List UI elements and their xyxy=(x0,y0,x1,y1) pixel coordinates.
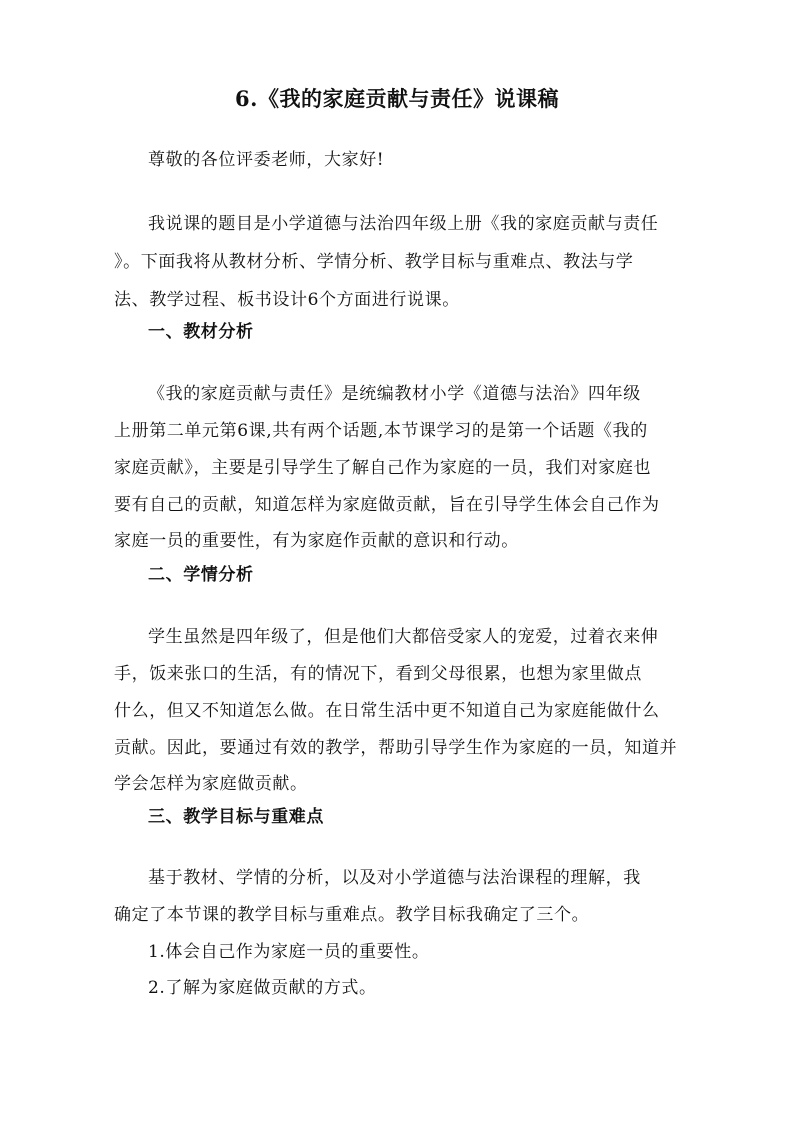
greeting: 尊敬的各位评委老师，大家好! xyxy=(148,150,385,170)
section2-line-4: 贡献。因此，要通过有效的教学，帮助引导学生作为家庭的一员，知道并 xyxy=(114,738,678,758)
section2-line-2: 手，饭来张口的生活，有的情况下，看到父母很累，也想为家里做点 xyxy=(114,664,642,684)
goal-item-2: 2.了解为家庭做贡献的方式。 xyxy=(148,978,377,998)
section-heading-student-analysis: 二、学情分析 xyxy=(148,565,254,585)
section1-line-4: 要有自己的贡献，知道怎样为家庭做贡献，旨在引导学生体会自己作为 xyxy=(114,495,660,515)
section3-line-1: 基于教材、学情的分析，以及对小学道德与法治课程的理解，我 xyxy=(148,868,641,888)
intro-line-1: 我说课的题目是小学道德与法治四年级上册《我的家庭贡献与责任 xyxy=(148,214,659,234)
section2-line-5: 学会怎样为家庭做贡献。 xyxy=(114,774,308,794)
section1-line-3: 家庭贡献》，主要是引导学生了解自己作为家庭的一员，我们对家庭也 xyxy=(114,458,652,478)
section1-line-5: 家庭一员的重要性，有为家庭作贡献的意识和行动。 xyxy=(114,531,519,551)
section3-line-2: 确定了本节课的教学目标与重难点。教学目标我确定了三个。 xyxy=(114,905,590,925)
intro-line-3: 法、教学过程、板书设计6个方面进行说课。 xyxy=(114,290,460,310)
section-heading-textbook-analysis: 一、教材分析 xyxy=(148,322,254,342)
goal-item-1: 1.体会自己作为家庭一员的重要性。 xyxy=(148,942,430,962)
section1-line-1: 《我的家庭贡献与责任》是统编教材小学《道德与法治》四年级 xyxy=(148,384,641,404)
document-title: 6.《我的家庭贡献与责任》说课稿 xyxy=(235,86,559,111)
intro-line-2: 》。下面我将从教材分析、学情分析、教学目标与重难点、教法与学 xyxy=(114,252,634,272)
section2-line-3: 什么，但又不知道怎么做。在日常生活中更不知道自己为家庭能做什么 xyxy=(114,701,660,721)
section-heading-teaching-goals: 三、教学目标与重难点 xyxy=(148,807,324,827)
section1-line-2: 上册第二单元第6课,共有两个话题,本节课学习的是第一个话题《我的 xyxy=(114,421,648,441)
section2-line-1: 学生虽然是四年级了，但是他们大都倍受家人的宠爱，过着衣来伸 xyxy=(148,627,659,647)
